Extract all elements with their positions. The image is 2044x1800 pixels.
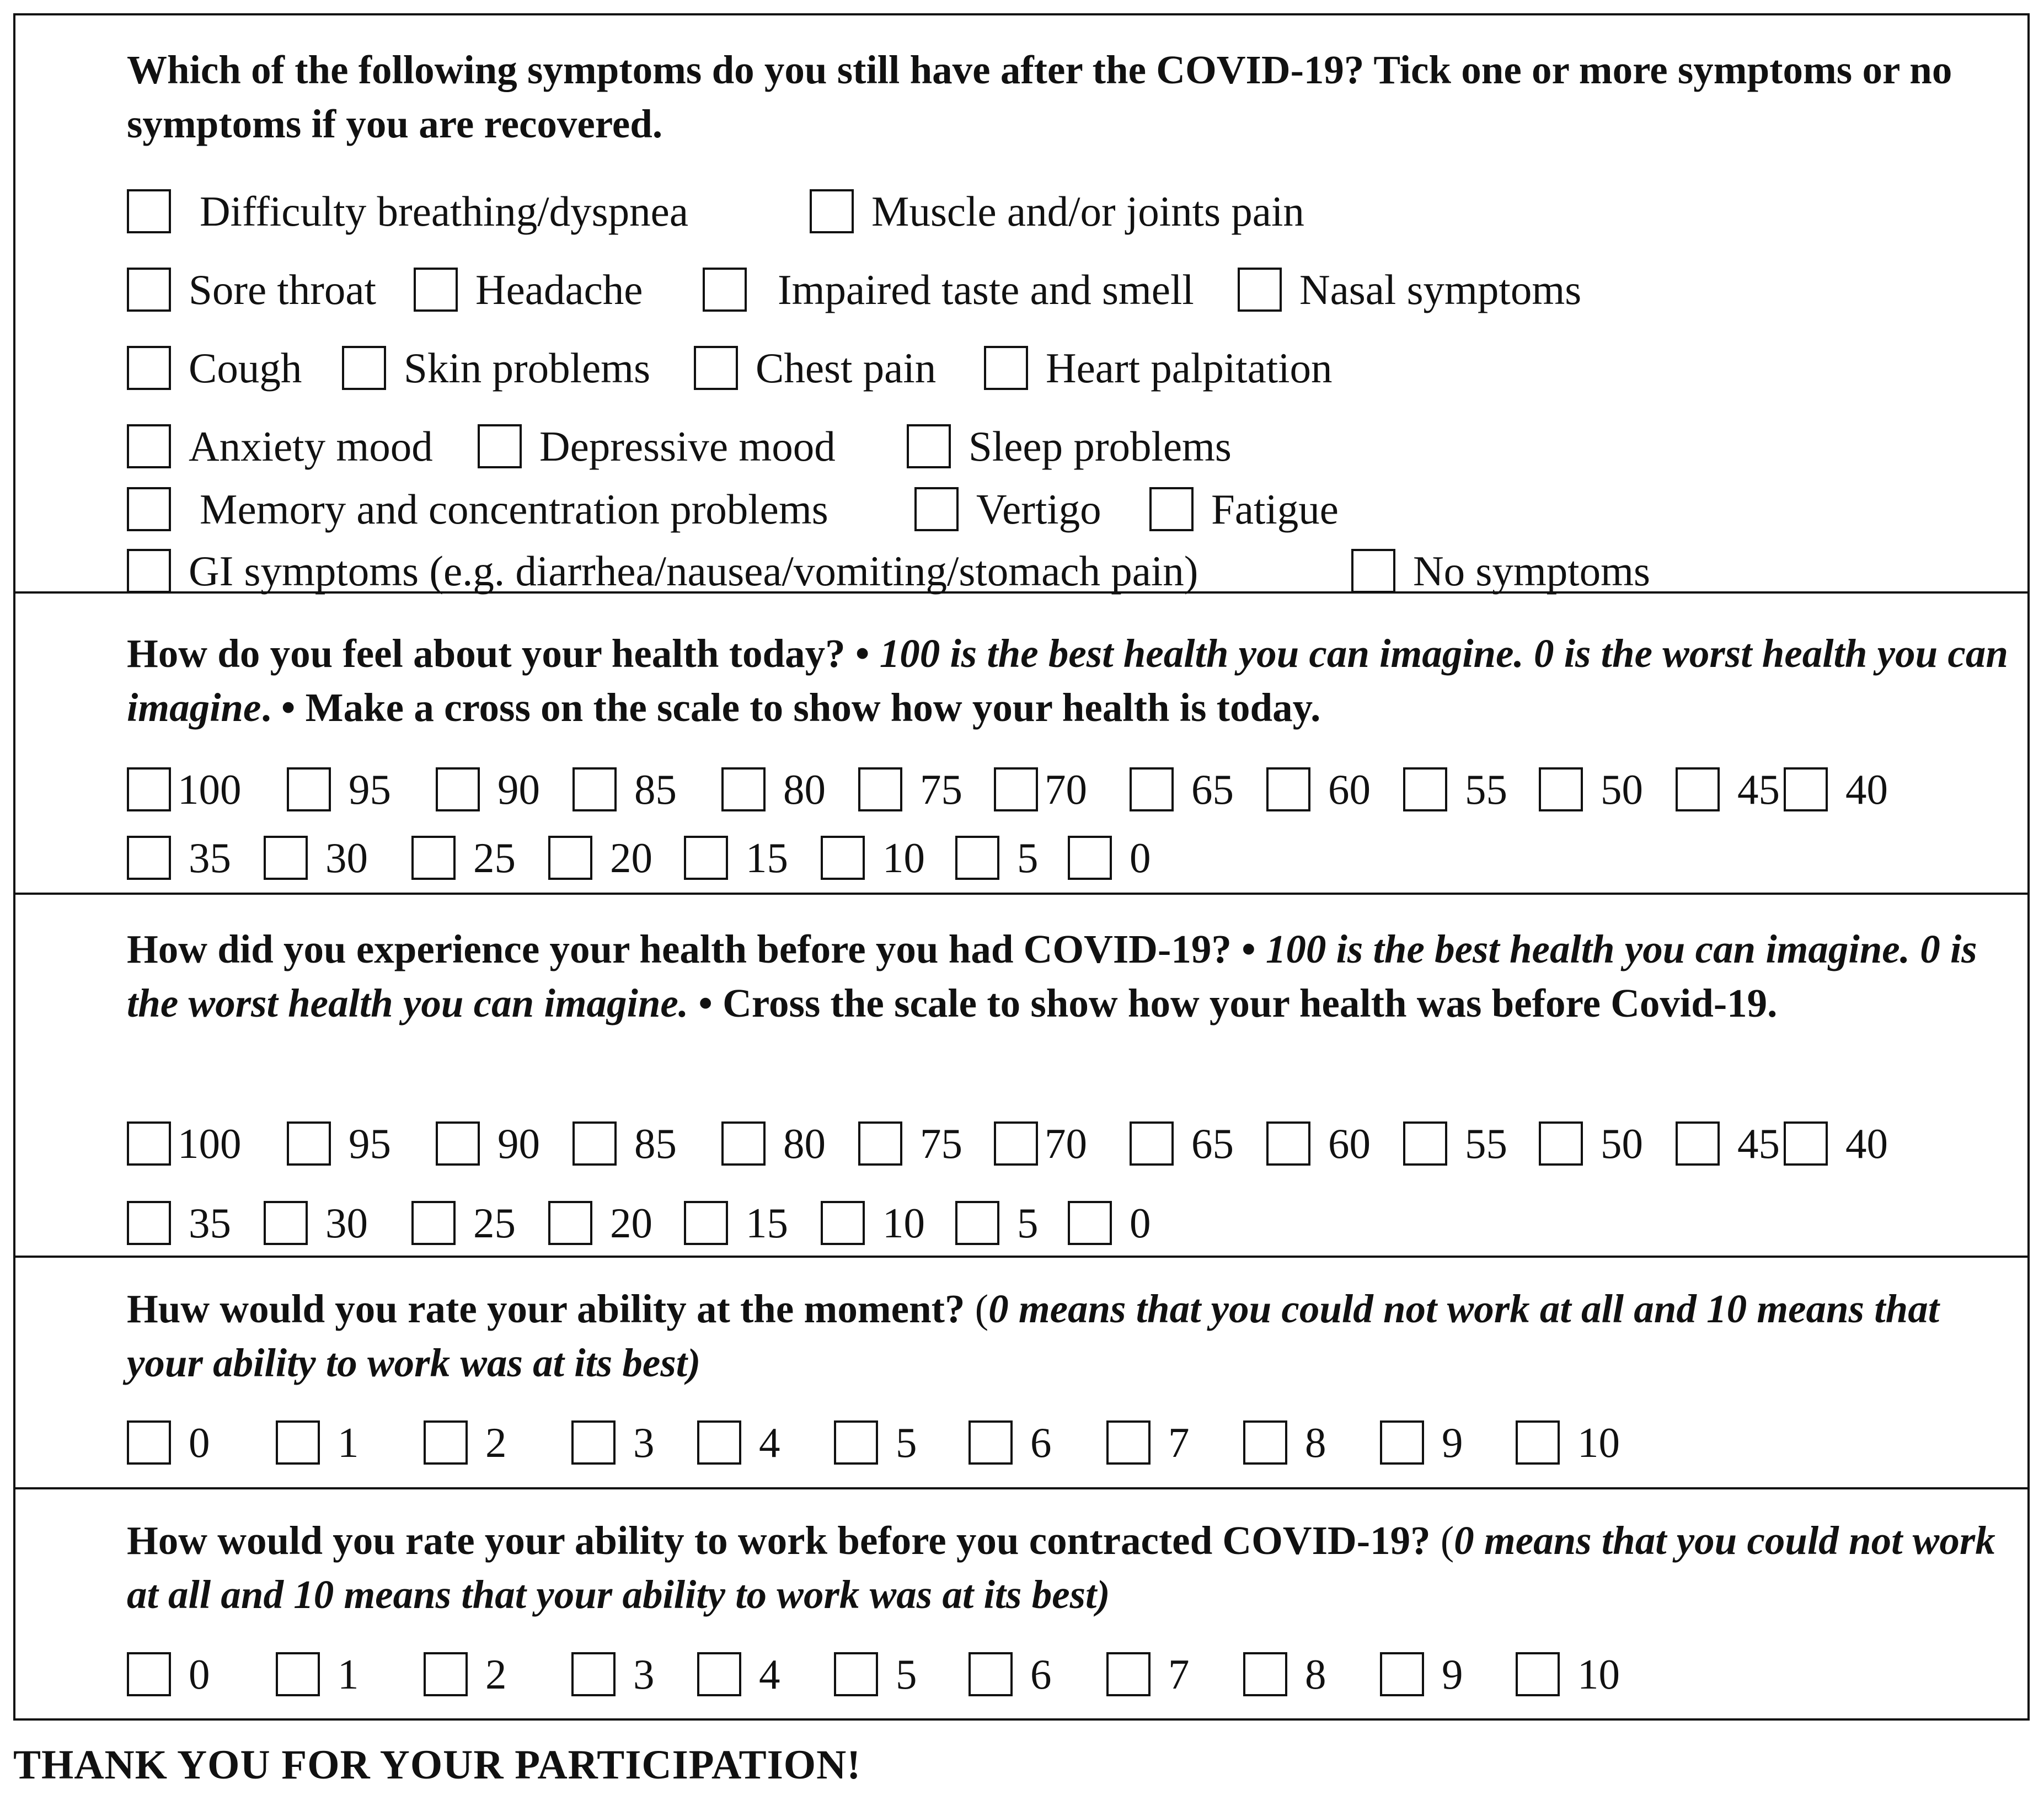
scale-checkbox[interactable] xyxy=(1784,1121,1828,1166)
scale-checkbox[interactable] xyxy=(821,836,865,880)
scale-label: 2 xyxy=(485,1651,507,1698)
scale-checkbox[interactable] xyxy=(1266,767,1310,811)
scale-checkbox[interactable] xyxy=(276,1420,320,1465)
scale-checkbox[interactable] xyxy=(1676,1121,1720,1166)
scale-checkbox[interactable] xyxy=(858,767,902,811)
symptom-label: Impaired taste and smell xyxy=(778,266,1194,313)
symptom-checkbox[interactable] xyxy=(914,487,959,531)
scale-checkbox[interactable] xyxy=(127,1652,171,1696)
symptoms-question: Which of the following symptoms do you still have after the COVID-19? Tick one or more symptoms or no symptoms if you are recovered. xyxy=(127,47,1952,146)
symptom-checkbox[interactable] xyxy=(1238,268,1282,312)
scale-checkbox[interactable] xyxy=(1266,1121,1310,1166)
scale-checkbox[interactable] xyxy=(264,1201,308,1245)
symptom-label: Headache xyxy=(475,266,643,313)
symptom-label: Muscle and/or joints pain xyxy=(871,188,1304,235)
scale-checkbox[interactable] xyxy=(127,1420,171,1465)
scale-checkbox[interactable] xyxy=(276,1652,320,1696)
scale-label: 9 xyxy=(1442,1651,1463,1698)
symptom-checkbox[interactable] xyxy=(342,346,386,390)
ability-now-question: Huw would you rate your ability at the moment? (0 means that you could not work at all and 10 means that your ability to work was at its best) xyxy=(127,1286,1939,1385)
scale-checkbox[interactable] xyxy=(411,1201,456,1245)
symptom-label: Sleep problems xyxy=(969,423,1232,470)
symptom-checkbox[interactable] xyxy=(127,189,171,233)
scale-label: 60 xyxy=(1328,766,1371,813)
scale-label: 2 xyxy=(485,1419,507,1466)
thank-you-message: THANK YOU FOR YOUR PARTICIPATION! xyxy=(13,1742,862,1788)
scale-label: 50 xyxy=(1601,766,1643,813)
symptom-label: Nasal symptoms xyxy=(1299,266,1582,313)
scale-label: 65 xyxy=(1191,1120,1234,1167)
scale-checkbox[interactable] xyxy=(1130,1121,1174,1166)
scale-label: 45 xyxy=(1737,766,1780,813)
scale-checkbox[interactable] xyxy=(572,1121,617,1166)
scale-label: 1 xyxy=(338,1651,359,1698)
scale-label: 40 xyxy=(1845,766,1888,813)
symptom-label: Difficulty breathing/dyspnea xyxy=(200,188,688,235)
scale-checkbox[interactable] xyxy=(571,1420,616,1465)
symptom-checkbox[interactable] xyxy=(810,189,854,233)
scale-checkbox[interactable] xyxy=(287,767,331,811)
scale-label: 80 xyxy=(783,1120,826,1167)
scale-label: 5 xyxy=(896,1651,917,1698)
scale-label: 0 xyxy=(189,1651,210,1698)
scale-checkbox[interactable] xyxy=(858,1121,902,1166)
scale-checkbox[interactable] xyxy=(424,1652,468,1696)
scale-label: 90 xyxy=(497,766,540,813)
scale-label: 15 xyxy=(746,834,788,882)
symptom-checkbox[interactable] xyxy=(1351,549,1395,593)
scale-label: 3 xyxy=(633,1651,655,1698)
scale-label: 10 xyxy=(1577,1651,1620,1698)
symptom-label: Vertigo xyxy=(976,485,1101,533)
scale-label: 8 xyxy=(1305,1419,1326,1466)
scale-label: 100 xyxy=(178,766,242,813)
scale-checkbox[interactable] xyxy=(127,767,171,811)
scale-label: 80 xyxy=(783,766,826,813)
scale-label: 0 xyxy=(189,1419,210,1466)
scale-checkbox[interactable] xyxy=(721,767,766,811)
symptom-checkbox[interactable] xyxy=(703,268,747,312)
scale-label: 55 xyxy=(1465,1120,1507,1167)
scale-label: 8 xyxy=(1305,1651,1326,1698)
scale-label: 10 xyxy=(882,1199,925,1247)
scale-checkbox[interactable] xyxy=(1106,1652,1151,1696)
scale-label: 35 xyxy=(189,1199,231,1247)
scale-label: 65 xyxy=(1191,766,1234,813)
scale-checkbox[interactable] xyxy=(127,1201,171,1245)
scale-checkbox[interactable] xyxy=(1380,1652,1424,1696)
scale-label: 15 xyxy=(746,1199,788,1247)
scale-checkbox[interactable] xyxy=(436,767,480,811)
scale-checkbox[interactable] xyxy=(1539,767,1583,811)
symptom-checkbox[interactable] xyxy=(478,424,522,468)
scale-checkbox[interactable] xyxy=(1403,1121,1447,1166)
scale-label: 95 xyxy=(349,766,391,813)
scale-checkbox[interactable] xyxy=(955,1201,999,1245)
scale-checkbox[interactable] xyxy=(697,1420,741,1465)
scale-checkbox[interactable] xyxy=(1243,1420,1287,1465)
scale-checkbox[interactable] xyxy=(721,1121,766,1166)
symptom-label: Depressive mood xyxy=(539,423,836,470)
scale-checkbox[interactable] xyxy=(1380,1420,1424,1465)
scale-label: 90 xyxy=(497,1120,540,1167)
scale-label: 45 xyxy=(1737,1120,1780,1167)
scale-checkbox[interactable] xyxy=(834,1420,878,1465)
scale-checkbox[interactable] xyxy=(1784,767,1828,811)
scale-checkbox[interactable] xyxy=(821,1201,865,1245)
scale-label: 75 xyxy=(920,1120,962,1167)
symptom-checkbox[interactable] xyxy=(127,346,171,390)
symptom-checkbox[interactable] xyxy=(127,549,171,593)
scale-checkbox[interactable] xyxy=(572,767,617,811)
scale-checkbox[interactable] xyxy=(571,1652,616,1696)
scale-checkbox[interactable] xyxy=(834,1652,878,1696)
questionnaire-form xyxy=(13,13,2030,1721)
symptom-label: Chest pain xyxy=(756,344,937,392)
scale-checkbox[interactable] xyxy=(955,836,999,880)
scale-label: 7 xyxy=(1168,1651,1190,1698)
health-before-question: How did you experience your health before you had COVID-19? • 100 is the best health you can imagine. 0 is the worst health you can imagine. • Cross the scale to show how your health was before Covid-19. xyxy=(127,927,1977,1025)
symptom-label: No symptoms xyxy=(1413,547,1650,595)
scale-checkbox[interactable] xyxy=(1516,1652,1560,1696)
symptoms-section xyxy=(15,15,2027,594)
scale-label: 70 xyxy=(1045,1120,1087,1167)
scale-label: 1 xyxy=(338,1419,359,1466)
symptom-checkbox[interactable] xyxy=(127,268,171,312)
scale-label: 30 xyxy=(325,1199,368,1247)
scale-checkbox[interactable] xyxy=(1539,1121,1583,1166)
ability-before-question: How would you rate your ability to work before you contracted COVID-19? (0 means that you could not work at all and 10 means that your ability to work was at its best) xyxy=(127,1518,1995,1617)
ability-before-section xyxy=(15,1489,2027,1721)
scale-checkbox[interactable] xyxy=(1106,1420,1151,1465)
symptom-label: Anxiety mood xyxy=(189,423,433,470)
scale-label: 95 xyxy=(349,1120,391,1167)
scale-checkbox[interactable] xyxy=(697,1652,741,1696)
scale-checkbox[interactable] xyxy=(1243,1652,1287,1696)
symptom-checkbox[interactable] xyxy=(907,424,951,468)
scale-checkbox[interactable] xyxy=(1068,836,1112,880)
health-today-section xyxy=(15,594,2027,895)
scale-label: 85 xyxy=(634,1120,677,1167)
scale-checkbox[interactable] xyxy=(994,1121,1038,1166)
scale-label: 10 xyxy=(1577,1419,1620,1466)
scale-checkbox[interactable] xyxy=(424,1420,468,1465)
scale-label: 25 xyxy=(473,834,516,882)
health-today-question: How do you feel about your health today? • 100 is the best health you can imagine. 0 is the worst health you can imagine. • Make a cross on the scale to show how your health is today. xyxy=(127,631,2008,730)
scale-label: 3 xyxy=(633,1419,655,1466)
scale-checkbox[interactable] xyxy=(127,836,171,880)
scale-label: 30 xyxy=(325,834,368,882)
scale-checkbox[interactable] xyxy=(548,836,592,880)
scale-checkbox[interactable] xyxy=(436,1121,480,1166)
scale-checkbox[interactable] xyxy=(1068,1201,1112,1245)
symptom-checkbox[interactable] xyxy=(414,268,458,312)
scale-checkbox[interactable] xyxy=(411,836,456,880)
scale-checkbox[interactable] xyxy=(684,1201,728,1245)
scale-checkbox[interactable] xyxy=(1676,767,1720,811)
scale-label: 7 xyxy=(1168,1419,1190,1466)
symptom-label: GI symptoms (e.g. diarrhea/nausea/vomiting/stomach pain) xyxy=(189,547,1198,595)
scale-checkbox[interactable] xyxy=(264,836,308,880)
scale-checkbox[interactable] xyxy=(1516,1420,1560,1465)
scale-label: 75 xyxy=(920,766,962,813)
scale-label: 6 xyxy=(1030,1419,1052,1466)
symptom-checkbox[interactable] xyxy=(694,346,738,390)
symptom-label: Cough xyxy=(189,344,302,392)
scale-checkbox[interactable] xyxy=(1130,767,1174,811)
scale-checkbox[interactable] xyxy=(1403,767,1447,811)
scale-label: 5 xyxy=(1017,1199,1039,1247)
scale-checkbox[interactable] xyxy=(127,1121,171,1166)
scale-label: 10 xyxy=(882,834,925,882)
scale-label: 35 xyxy=(189,834,231,882)
ability-now-section xyxy=(15,1258,2027,1489)
scale-label: 50 xyxy=(1601,1120,1643,1167)
scale-label: 55 xyxy=(1465,766,1507,813)
scale-label: 60 xyxy=(1328,1120,1371,1167)
scale-label: 85 xyxy=(634,766,677,813)
scale-label: 6 xyxy=(1030,1651,1052,1698)
scale-label: 4 xyxy=(759,1651,780,1698)
scale-label: 70 xyxy=(1045,766,1087,813)
symptom-label: Sore throat xyxy=(189,266,376,313)
scale-label: 5 xyxy=(1017,834,1039,882)
scale-checkbox[interactable] xyxy=(287,1121,331,1166)
scale-label: 25 xyxy=(473,1199,516,1247)
scale-label: 40 xyxy=(1845,1120,1888,1167)
symptom-label: Heart palpitation xyxy=(1046,344,1333,392)
scale-label: 9 xyxy=(1442,1419,1463,1466)
symptom-label: Skin problems xyxy=(404,344,651,392)
symptom-checkbox[interactable] xyxy=(984,346,1028,390)
symptom-checkbox[interactable] xyxy=(1149,487,1194,531)
scale-checkbox[interactable] xyxy=(684,836,728,880)
scale-label: 4 xyxy=(759,1419,780,1466)
scale-checkbox[interactable] xyxy=(969,1652,1013,1696)
symptom-label: Fatigue xyxy=(1211,485,1339,533)
symptom-checkbox[interactable] xyxy=(127,487,171,531)
symptom-checkbox[interactable] xyxy=(127,424,171,468)
health-before-section xyxy=(15,895,2027,1258)
scale-label: 100 xyxy=(178,1120,242,1167)
scale-label: 20 xyxy=(610,834,652,882)
scale-label: 0 xyxy=(1130,834,1151,882)
symptom-label: Memory and concentration problems xyxy=(200,485,828,533)
scale-label: 0 xyxy=(1130,1199,1151,1247)
scale-label: 20 xyxy=(610,1199,652,1247)
scale-checkbox[interactable] xyxy=(994,767,1038,811)
scale-checkbox[interactable] xyxy=(548,1201,592,1245)
scale-label: 5 xyxy=(896,1419,917,1466)
scale-checkbox[interactable] xyxy=(969,1420,1013,1465)
